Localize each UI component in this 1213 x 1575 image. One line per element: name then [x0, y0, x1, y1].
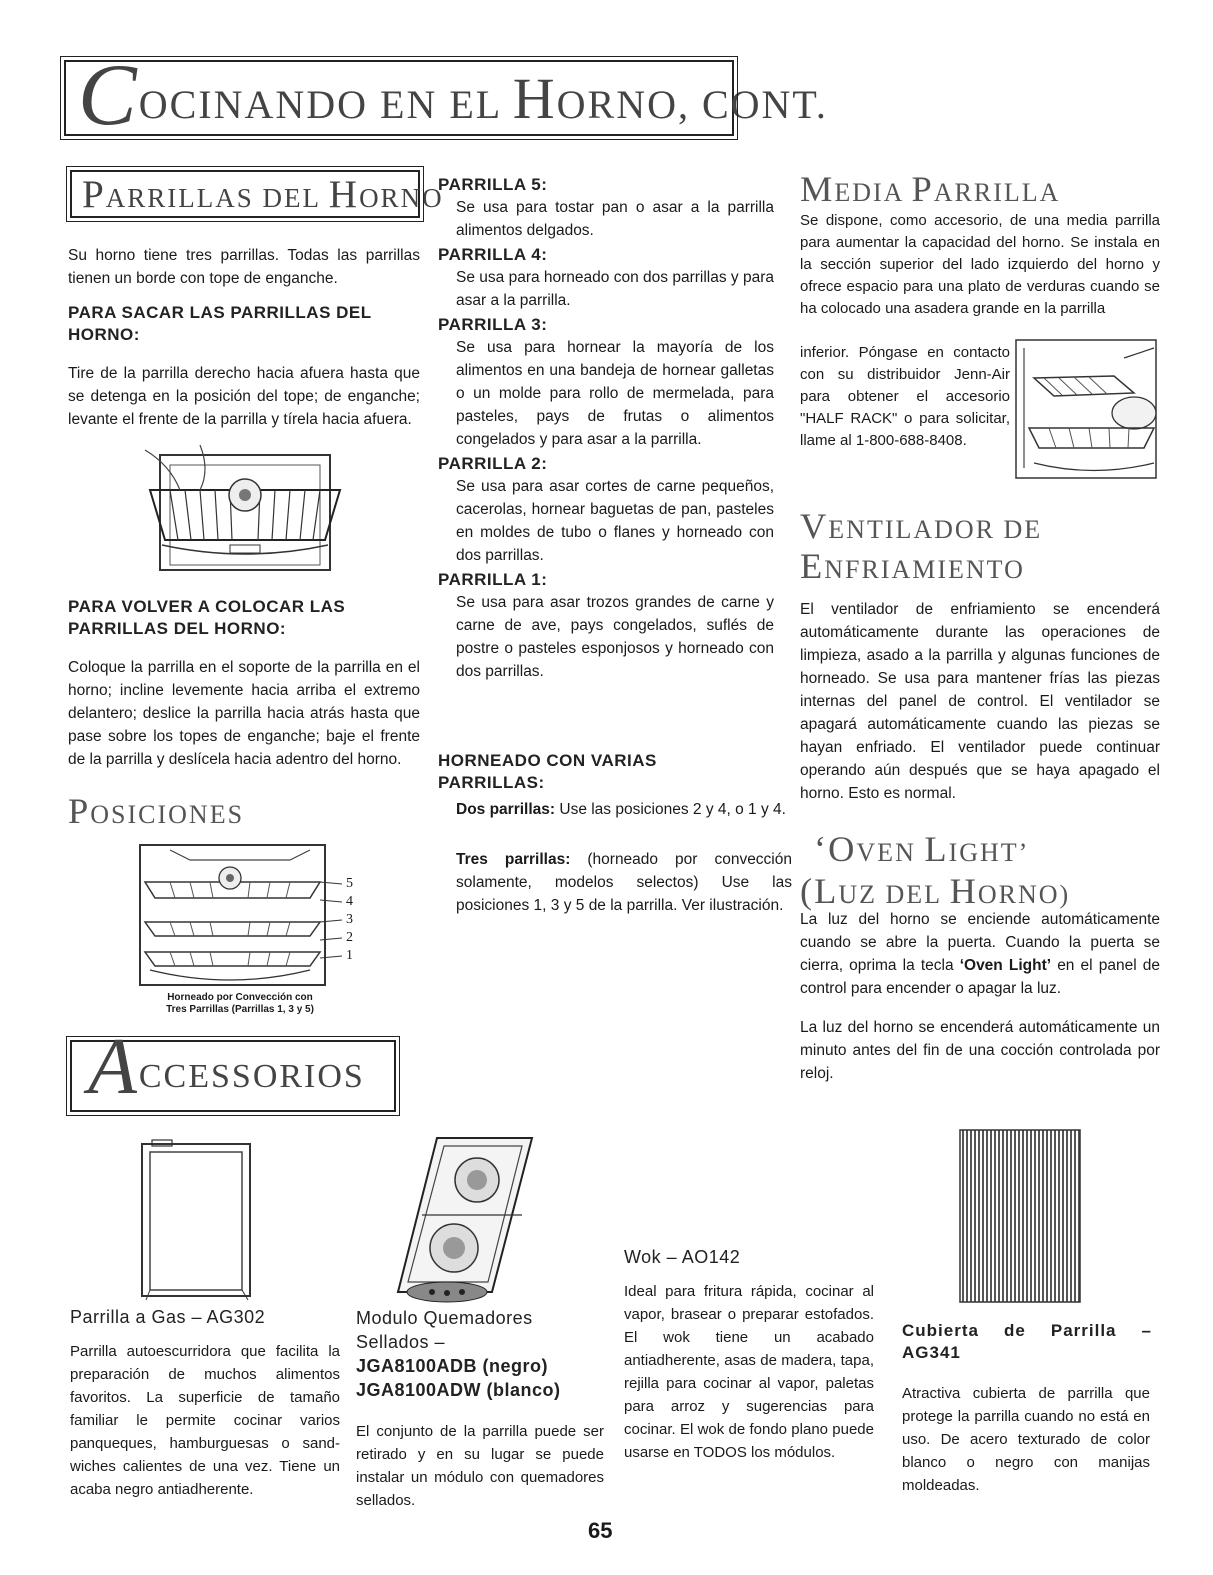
fan-title: VENTILADOR DE ENFRIAMIENTO: [800, 506, 1043, 586]
burner-module-heading: Modulo Quemadores Sellados – JGA8100ADB (negro) JGA8100ADW (blanco): [356, 1308, 561, 1400]
wok-text: Ideal para fritura rápida, cocinar al vapor, brasear o preparar estofados. El wok tiene un acabado antiadherente, asas de madera, tapa, rejilla para cocinar al vapor, paletas para arroz y sugerencias para cocinar. El wok de fondo plano puede usarse en TODOS los módulos.: [624, 1283, 874, 1461]
oven-light-key: ‘Oven Light’: [959, 957, 1052, 974]
gas-grill-text: Parrilla autoescurridora que facilita la preparación de muchos alimentos favoritos. La superficie de tamaño familiar le permite cocinar varios panqueques, hamburguesas o sand-wiches calientes de una vez. Tiene un acaba negro antiadherente.: [70, 1343, 340, 1498]
page-title: COCINANDO EN EL HORNO, CONT.: [64, 60, 734, 136]
position-label-4: 4: [346, 894, 353, 909]
grill-cover-heading: Cubierta de Parrilla – AG341: [902, 1321, 1152, 1362]
multi-rack-three: Tres parrillas: (horneado por convección solamente, modelos selectos) Use las posiciones 1, 3 y 5 de la parrilla. Ver ilustración.: [456, 851, 792, 914]
rack-4-text: Se usa para horneado con dos parrillas y para asar a la parrilla.: [456, 269, 774, 309]
rack-2-heading: PARRILLA 2:: [438, 454, 548, 473]
rack-2-text: Se usa para asar cortes de carne pequeños, cacerolas, hornear baguetas de pan, pasteles en moldes de tubo o flanes y horneado con dos parrillas.: [456, 478, 774, 564]
rack-1-text: Se usa para asar trozos grandes de carne y carne de ave, pays congelados, suflés de postre o pasteles esponjosos y horneado con dos parrillas.: [456, 594, 774, 680]
rack-5-text: Se usa para tostar pan o asar a la parrilla alimentos delgados.: [456, 199, 774, 239]
page-title-initial: C: [78, 47, 139, 144]
rack-5-heading: PARRILLA 5:: [438, 175, 548, 194]
rack-3-text: Se usa para hornear la mayoría de los alimentos en una bandeja de hornear galletas o un molde para rollo de mermelada, para pasteles, pays de frutas o alimentos congelados y para asar a la parrilla.: [456, 339, 774, 448]
grill-cover-illustration: [958, 1128, 1082, 1304]
rack-positions-illustration: [130, 840, 370, 990]
rack-list: [438, 174, 774, 683]
grill-cover-text: Atractiva cubierta de parrilla que protege la parrilla cuando no está en uso. De acero texturado de color blanco o negro con manijas moldeadas.: [902, 1385, 1150, 1494]
rack-4-heading: PARRILLA 4:: [438, 245, 548, 264]
position-label-2: 2: [346, 930, 353, 945]
positions-caption: Horneado por Convección con Tres Parrillas (Parrillas 1, 3 y 5): [166, 992, 314, 1015]
rack-1-heading: PARRILLA 1:: [438, 570, 548, 589]
burner-module-text: El conjunto de la parrilla puede ser retirado y en su lugar se puede instalar un módulo con quemadores sellados.: [356, 1423, 604, 1509]
half-rack-text-2: inferior. Póngase en contacto con su distribuidor Jenn-Air para obtener el accesorio "HALF RACK" o para solicitar, llame al 1-800-688-8408.: [800, 344, 1010, 449]
position-label-1: 1: [346, 948, 353, 963]
replace-racks-heading: PARA VOLVER A COLOCAR LAS PARRILLAS DEL HORNO:: [68, 597, 346, 638]
gas-grill-heading: Parrilla a Gas – AG302: [70, 1307, 266, 1327]
positions-title: POSICIONES: [68, 791, 245, 831]
light-title: ‘OVEN LIGHT’ (LUZ DEL HORNO): [800, 829, 1071, 911]
rack-3-heading: PARRILLA 3:: [438, 315, 548, 334]
light-text-2: La luz del horno se encenderá automáticamente un minuto antes del fin de una cocción controlada por reloj.: [800, 1019, 1160, 1082]
remove-racks-text: Tire de la parrilla derecho hacia afuera hasta que se detenga en la posición del tope; de enganche; levante el frente de la parrilla y tírela hacia afuera.: [68, 365, 420, 428]
racks-intro: Su horno tiene tres parrillas. Todas las parrillas tienen un borde con tope de enganche.: [68, 247, 420, 287]
multi-rack-heading: HORNEADO CON VARIAS PARRILLAS:: [438, 751, 657, 792]
remove-racks-heading: PARA SACAR LAS PARRILLAS DEL HORNO:: [68, 303, 372, 344]
racks-title: PARRILLAS DEL HORNO: [70, 170, 420, 218]
replace-racks-text: Coloque la parrilla en el soporte de la parrilla en el horno; incline levemente hacia arriba el extremo delantero; deslice la parrilla hacia atrás hasta que pase sobre los topes de enganche; baje el frente de la parrilla y deslícela hacia adentro del horno.: [68, 659, 420, 768]
position-label-3: 3: [346, 912, 353, 927]
burner-module-illustration: [392, 1130, 536, 1304]
position-label-5: 5: [346, 876, 353, 891]
half-rack-illustration: [1014, 338, 1158, 480]
accessories-title: ACCESSORIOS: [70, 1040, 396, 1112]
light-text-1: La luz del horno se enciende automáticamente cuando se abre la puerta. Cuando la puerta se cierra, oprima la tecla ‘Oven Light’ en el panel de control para encender o apagar la luz.: [800, 911, 1160, 997]
fan-text: El ventilador de enfriamiento se encenderá automáticamente durante las operaciones de limpieza, asado a la parrilla y algunas funciones de horneado. Se usa para mantener frías las piezas internas del panel de control. El ventilador se apagará automáticamente cuando las piezas se hayan enfriado. El ventilador puede continuar operando aún después que se haya apagado el horno. Esto es normal.: [800, 601, 1160, 802]
gas-grill-illustration: [138, 1140, 254, 1302]
half-rack-text-1: Se dispone, como accesorio, de una media parrilla para aumentar la capacidad del horno. Se instala en la sección superior del lado izquierdo del horno y ofrece espacio para una plato de verduras cuando se ha colocado una asadera grande en la parrilla: [800, 212, 1160, 317]
half-rack-title: MEDIA PARRILLA: [800, 169, 1061, 209]
rack-removal-illustration: [140, 445, 350, 575]
multi-rack-two: Dos parrillas: Use las posiciones 2 y 4, o 1 y 4.: [456, 801, 786, 818]
wok-heading: Wok – AO142: [624, 1247, 741, 1267]
page-number: 65: [588, 1518, 613, 1543]
